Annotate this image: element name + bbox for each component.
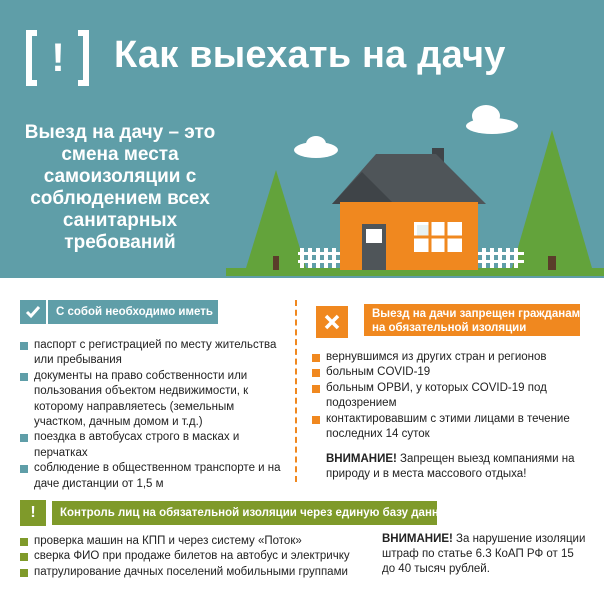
fence-right: [478, 248, 524, 268]
list-item: патрулирование дачных поселений мобильными группами: [20, 565, 370, 580]
list-item: документы на право собственности или пользования объектом недвижимости, к которому направляетесь (земельным участком, дачным домом и т.д.): [20, 369, 286, 431]
exclamation-icon: !: [20, 500, 46, 526]
exclamation-icon: !: [51, 36, 65, 80]
page-title: Как выехать на дачу: [114, 34, 506, 76]
prohibited-list: [312, 350, 582, 442]
section-heading-prohibited: [364, 304, 580, 336]
list-item: сверка ФИО при продаже билетов на автобус и электричку: [20, 549, 370, 564]
list-item: вернувшимся из других стран и регионов: [312, 350, 582, 365]
required-list: [20, 338, 286, 492]
warning-text: Запрещен выезд компаниями на природу и в места массового отдыха!: [326, 453, 575, 480]
heading-line: Выезд на дачи запрещен гражданам: [372, 308, 581, 320]
cloud-icon: [466, 105, 518, 134]
section-heading-required: С собой необходимо иметь: [48, 300, 218, 324]
heading-line: на обязательной изоляции: [372, 322, 527, 334]
warning-label: ВНИМАНИЕ!: [382, 533, 453, 545]
checkmark-icon: [20, 300, 46, 324]
dashed-divider: [295, 300, 297, 482]
bracket-right-icon: [78, 30, 89, 86]
header-banner: [0, 0, 604, 278]
list-item: контактировавшим с этими лицами в течение последних 14 суток: [312, 412, 582, 443]
bracket-left-icon: [26, 30, 37, 86]
house-illustration: [224, 96, 604, 278]
warning-note: [326, 452, 582, 482]
list-item: поездка в автобусах строго в масках и перчатках: [20, 430, 286, 461]
list-item: больным COVID-19: [312, 365, 582, 380]
list-item: паспорт с регистрацией по месту жительства или пребывания: [20, 338, 286, 369]
cloud-icon: [294, 136, 338, 158]
cross-icon: [316, 306, 348, 338]
page-subtitle: Выезд на дачу – это смена места самоизоляции с соблюдением всех санитарных требований: [24, 122, 216, 253]
warning-label: ВНИМАНИЕ!: [326, 453, 397, 465]
warning-text: За нарушение изоляции штраф по статье 6.3 КоАП РФ от 15 до 40 тысяч рублей.: [382, 533, 586, 575]
list-item: соблюдение в общественном транспорте и на даче дистанции от 1,5 м: [20, 461, 286, 492]
tree-icon: [246, 170, 306, 270]
list-item: больным ОРВИ, у которых COVID-19 под подозрением: [312, 381, 582, 412]
tree-icon: [512, 130, 592, 270]
list-item: проверка машин на КПП и через систему «Поток»: [20, 534, 370, 549]
fine-note: [382, 532, 587, 577]
control-list: [20, 534, 370, 580]
section-heading-control: Контроль лиц на обязательной изоляции через единую базу данных: [52, 501, 437, 525]
